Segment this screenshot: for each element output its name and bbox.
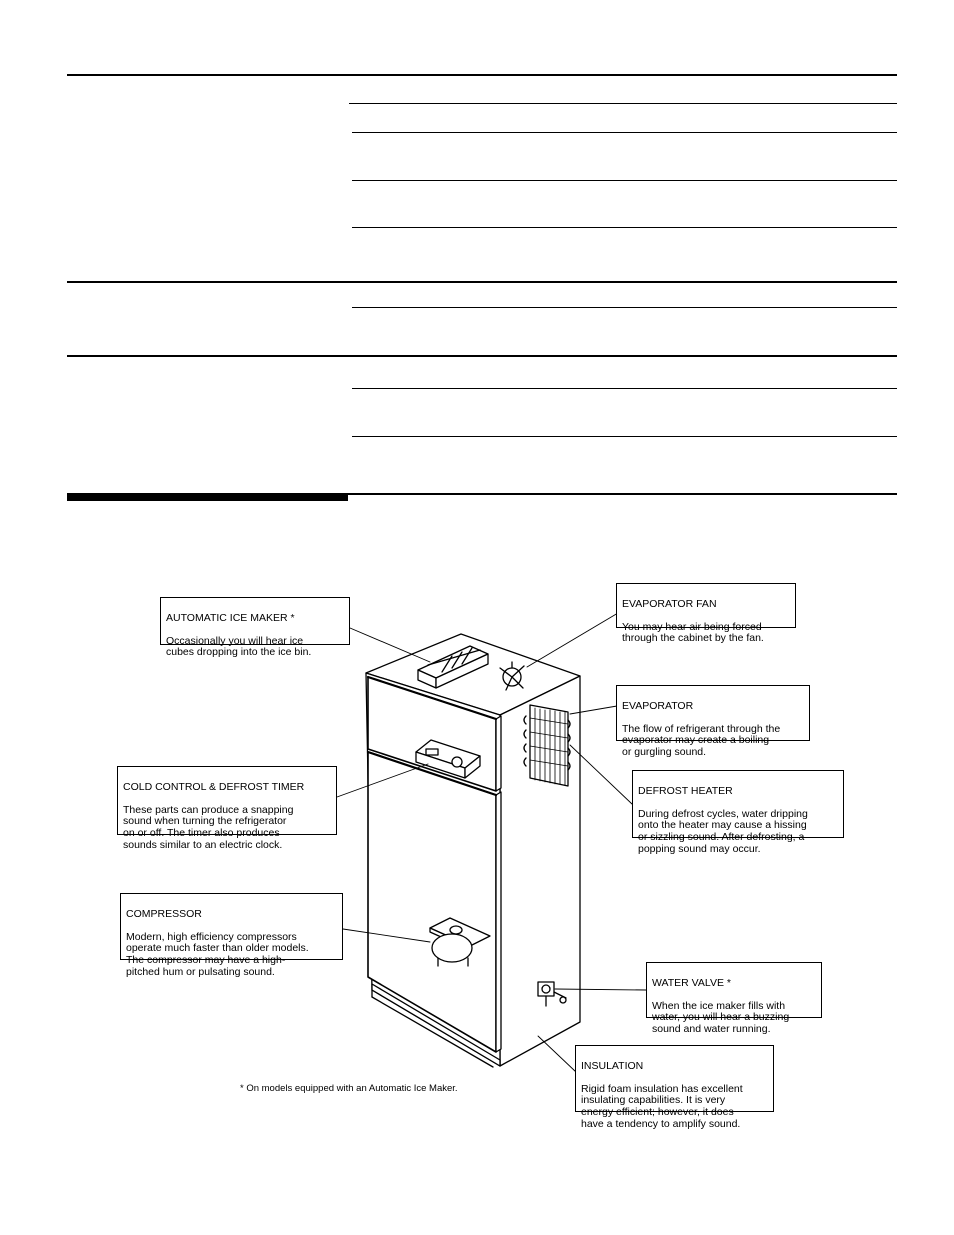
callout-insulation (575, 1045, 774, 1130)
callout-body: During defrost cycles, water dripping onto the heater may cause a hissing or sizzling sound. After defrosting, a popping sound may occur. (638, 807, 808, 855)
callout-title: COMPRESSOR (126, 907, 202, 920)
callout-body: Modern, high efficiency compressors operate much faster than older models. The compressor may have a high- pitched hum or pulsating sound. (126, 930, 309, 978)
callout-body: Occasionally you will hear ice cubes dropping into the ice bin. (166, 634, 312, 659)
callout-water-valve (646, 962, 822, 1035)
callout-title: DEFROST HEATER (638, 784, 733, 797)
callout-body: Rigid foam insulation has excellent insulating capabilities. It is very energy efficient; however, it does have a tendency to amplify sound. (581, 1082, 743, 1130)
callout-title: AUTOMATIC ICE MAKER * (166, 611, 295, 624)
callout-compressor (120, 893, 343, 978)
callout-body: When the ice maker fills with water, you will hear a buzzing sound and water running. (652, 999, 790, 1035)
callout-evaporator (616, 685, 810, 758)
callout-title: INSULATION (581, 1059, 644, 1072)
callout-body: These parts can produce a snapping sound when turning the refrigerator on or off. The timer also produces sounds similar to an electric clock. (123, 803, 294, 851)
callout-automatic-ice-maker (160, 597, 350, 659)
footnote: * On models equipped with an Automatic Ice Maker. (240, 1083, 458, 1094)
callout-title: EVAPORATOR FAN (622, 597, 717, 610)
callout-title: WATER VALVE * (652, 976, 731, 989)
callout-body: The flow of refrigerant through the evaporator may create a boiling or gurgling sound. (622, 722, 781, 758)
callout-defrost-heater (632, 770, 844, 855)
evaporator-coil-icon (524, 705, 570, 786)
callout-title: EVAPORATOR (622, 699, 694, 712)
callout-cold-control-defrost-timer (117, 766, 337, 851)
callout-body: You may hear air being forced through the cabinet by the fan. (622, 620, 764, 645)
callout-title: COLD CONTROL & DEFROST TIMER (123, 780, 305, 793)
callout-evaporator-fan (616, 583, 796, 645)
